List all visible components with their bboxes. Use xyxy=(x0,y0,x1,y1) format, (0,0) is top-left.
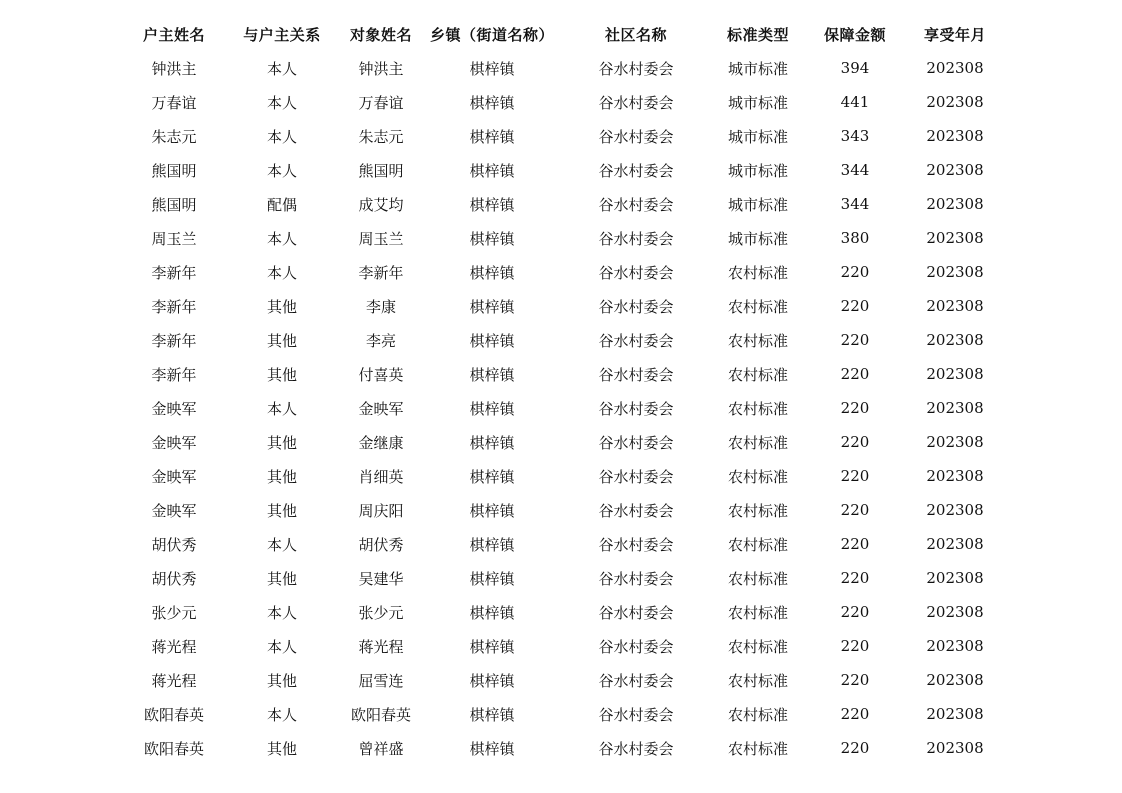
town-cell: 棋梓镇 xyxy=(469,705,515,724)
town-cell: 棋梓镇 xyxy=(469,365,515,384)
town-cell: 棋梓镇 xyxy=(469,637,515,656)
town-cell: 棋梓镇 xyxy=(469,501,515,520)
standard-type-cell: 城市标准 xyxy=(727,229,788,248)
table-row xyxy=(118,119,1000,153)
community-cell: 谷水村委会 xyxy=(598,263,674,282)
household-head-name-cell: 万春谊 xyxy=(151,93,197,112)
standard-type-cell: 城市标准 xyxy=(727,195,788,214)
community-cell: 谷水村委会 xyxy=(598,569,674,588)
header-row xyxy=(118,17,1000,51)
household-head-name-cell: 胡伏秀 xyxy=(151,569,197,588)
town-cell: 棋梓镇 xyxy=(469,93,515,112)
amount-cell: 220 xyxy=(840,263,870,281)
recipient-name-cell: 张少元 xyxy=(358,603,404,622)
table-row xyxy=(118,323,1000,357)
household-head-name-cell: 李新年 xyxy=(151,297,197,316)
standard-type-cell: 城市标准 xyxy=(727,93,788,112)
household-head-name-cell: 蒋光程 xyxy=(151,637,197,656)
period-cell: 202308 xyxy=(926,229,984,247)
recipient-name-cell: 金继康 xyxy=(358,433,404,452)
town-cell: 棋梓镇 xyxy=(469,739,515,758)
recipient-name-cell: 李亮 xyxy=(365,331,396,350)
amount-cell: 220 xyxy=(840,297,870,315)
amount-cell: 220 xyxy=(840,501,870,519)
town-cell: 棋梓镇 xyxy=(469,331,515,350)
town-cell: 棋梓镇 xyxy=(469,467,515,486)
table-row xyxy=(118,663,1000,697)
period-cell: 202308 xyxy=(926,365,984,383)
town-cell: 棋梓镇 xyxy=(469,535,515,554)
standard-type-cell: 城市标准 xyxy=(727,161,788,180)
standard-type-cell: 农村标准 xyxy=(727,399,788,418)
relation-cell: 本人 xyxy=(266,535,297,554)
standard-type-cell: 农村标准 xyxy=(727,637,788,656)
amount-cell: 220 xyxy=(840,569,870,587)
standard-type-cell: 农村标准 xyxy=(727,671,788,690)
community-cell: 谷水村委会 xyxy=(598,535,674,554)
town-cell: 棋梓镇 xyxy=(469,263,515,282)
relation-cell: 本人 xyxy=(266,263,297,282)
recipient-name-cell: 胡伏秀 xyxy=(358,535,404,554)
household-head-name-cell: 熊国明 xyxy=(151,161,197,180)
community-cell: 谷水村委会 xyxy=(598,501,674,520)
period-cell: 202308 xyxy=(926,569,984,587)
household-head-name-cell: 周玉兰 xyxy=(151,229,197,248)
relation-cell: 其他 xyxy=(266,671,297,690)
table-row xyxy=(118,629,1000,663)
table-header xyxy=(118,17,1000,51)
header-standard-type: 标准类型 xyxy=(726,25,789,44)
household-head-name-cell: 金映军 xyxy=(151,433,197,452)
town-cell: 棋梓镇 xyxy=(469,59,515,78)
town-cell: 棋梓镇 xyxy=(469,297,515,316)
household-head-name-cell: 金映军 xyxy=(151,501,197,520)
header-relation-to-head: 与户主关系 xyxy=(243,25,321,44)
relation-cell: 本人 xyxy=(266,127,297,146)
amount-cell: 343 xyxy=(840,127,870,145)
community-cell: 谷水村委会 xyxy=(598,127,674,146)
relation-cell: 本人 xyxy=(266,705,297,724)
amount-cell: 220 xyxy=(840,739,870,757)
table-row xyxy=(118,425,1000,459)
recipient-name-cell: 屈雪连 xyxy=(358,671,404,690)
period-cell: 202308 xyxy=(926,331,984,349)
household-head-name-cell: 胡伏秀 xyxy=(151,535,197,554)
community-cell: 谷水村委会 xyxy=(598,331,674,350)
relation-cell: 其他 xyxy=(266,467,297,486)
table-row xyxy=(118,731,1000,765)
household-head-name-cell: 欧阳春英 xyxy=(143,705,204,724)
period-cell: 202308 xyxy=(926,263,984,281)
community-cell: 谷水村委会 xyxy=(598,433,674,452)
header-town: 乡镇（街道名称） xyxy=(429,25,554,44)
community-cell: 谷水村委会 xyxy=(598,739,674,758)
period-cell: 202308 xyxy=(926,739,984,757)
table-row xyxy=(118,221,1000,255)
period-cell: 202308 xyxy=(926,93,984,111)
amount-cell: 220 xyxy=(840,365,870,383)
recipient-name-cell: 周玉兰 xyxy=(358,229,404,248)
standard-type-cell: 农村标准 xyxy=(727,569,788,588)
community-cell: 谷水村委会 xyxy=(598,59,674,78)
household-head-name-cell: 李新年 xyxy=(151,331,197,350)
community-cell: 谷水村委会 xyxy=(598,161,674,180)
household-head-name-cell: 金映军 xyxy=(151,399,197,418)
town-cell: 棋梓镇 xyxy=(469,433,515,452)
header-period: 享受年月 xyxy=(923,25,986,44)
period-cell: 202308 xyxy=(926,59,984,77)
standard-type-cell: 农村标准 xyxy=(727,365,788,384)
header-household-head-name: 户主姓名 xyxy=(142,25,205,44)
header-community: 社区名称 xyxy=(604,25,667,44)
town-cell: 棋梓镇 xyxy=(469,399,515,418)
amount-cell: 220 xyxy=(840,705,870,723)
amount-cell: 220 xyxy=(840,535,870,553)
amount-cell: 220 xyxy=(840,433,870,451)
town-cell: 棋梓镇 xyxy=(469,603,515,622)
table-row xyxy=(118,493,1000,527)
period-cell: 202308 xyxy=(926,127,984,145)
relation-cell: 其他 xyxy=(266,569,297,588)
amount-cell: 220 xyxy=(840,399,870,417)
community-cell: 谷水村委会 xyxy=(598,671,674,690)
recipient-name-cell: 欧阳春英 xyxy=(350,705,411,724)
relation-cell: 本人 xyxy=(266,93,297,112)
standard-type-cell: 农村标准 xyxy=(727,263,788,282)
period-cell: 202308 xyxy=(926,433,984,451)
recipient-name-cell: 熊国明 xyxy=(358,161,404,180)
period-cell: 202308 xyxy=(926,161,984,179)
recipient-name-cell: 金映军 xyxy=(358,399,404,418)
household-head-name-cell: 李新年 xyxy=(151,365,197,384)
relation-cell: 本人 xyxy=(266,637,297,656)
amount-cell: 220 xyxy=(840,671,870,689)
household-head-name-cell: 张少元 xyxy=(151,603,197,622)
table-row xyxy=(118,595,1000,629)
period-cell: 202308 xyxy=(926,603,984,621)
amount-cell: 220 xyxy=(840,603,870,621)
relation-cell: 其他 xyxy=(266,297,297,316)
amount-cell: 344 xyxy=(840,161,870,179)
table-row xyxy=(118,391,1000,425)
standard-type-cell: 城市标准 xyxy=(727,59,788,78)
standard-type-cell: 农村标准 xyxy=(727,603,788,622)
recipient-name-cell: 成艾均 xyxy=(358,195,404,214)
town-cell: 棋梓镇 xyxy=(469,161,515,180)
standard-type-cell: 农村标准 xyxy=(727,467,788,486)
relation-cell: 其他 xyxy=(266,331,297,350)
household-head-name-cell: 欧阳春英 xyxy=(143,739,204,758)
period-cell: 202308 xyxy=(926,297,984,315)
relation-cell: 其他 xyxy=(266,501,297,520)
community-cell: 谷水村委会 xyxy=(598,467,674,486)
standard-type-cell: 城市标准 xyxy=(727,127,788,146)
relation-cell: 配偶 xyxy=(266,195,297,214)
standard-type-cell: 农村标准 xyxy=(727,331,788,350)
community-cell: 谷水村委会 xyxy=(598,297,674,316)
table-row xyxy=(118,697,1000,731)
recipient-name-cell: 万春谊 xyxy=(358,93,404,112)
recipient-name-cell: 蒋光程 xyxy=(358,637,404,656)
amount-cell: 220 xyxy=(840,331,870,349)
town-cell: 棋梓镇 xyxy=(469,229,515,248)
town-cell: 棋梓镇 xyxy=(469,569,515,588)
community-cell: 谷水村委会 xyxy=(598,365,674,384)
table-row xyxy=(118,357,1000,391)
table-row xyxy=(118,289,1000,323)
household-head-name-cell: 李新年 xyxy=(151,263,197,282)
community-cell: 谷水村委会 xyxy=(598,195,674,214)
period-cell: 202308 xyxy=(926,195,984,213)
recipient-name-cell: 付喜英 xyxy=(358,365,404,384)
amount-cell: 394 xyxy=(840,59,870,77)
relation-cell: 本人 xyxy=(266,603,297,622)
period-cell: 202308 xyxy=(926,671,984,689)
standard-type-cell: 农村标准 xyxy=(727,739,788,758)
relation-cell: 本人 xyxy=(266,229,297,248)
table-row xyxy=(118,51,1000,85)
table-row xyxy=(118,153,1000,187)
relation-cell: 本人 xyxy=(266,161,297,180)
table-row xyxy=(118,561,1000,595)
standard-type-cell: 农村标准 xyxy=(727,501,788,520)
period-cell: 202308 xyxy=(926,535,984,553)
table-row xyxy=(118,255,1000,289)
period-cell: 202308 xyxy=(926,501,984,519)
table-row xyxy=(118,527,1000,561)
standard-type-cell: 农村标准 xyxy=(727,535,788,554)
amount-cell: 380 xyxy=(840,229,870,247)
recipient-name-cell: 李新年 xyxy=(358,263,404,282)
recipient-name-cell: 吴建华 xyxy=(358,569,404,588)
relation-cell: 其他 xyxy=(266,433,297,452)
household-head-name-cell: 蒋光程 xyxy=(151,671,197,690)
relation-cell: 其他 xyxy=(266,365,297,384)
relation-cell: 本人 xyxy=(266,59,297,78)
period-cell: 202308 xyxy=(926,399,984,417)
amount-cell: 220 xyxy=(840,467,870,485)
community-cell: 谷水村委会 xyxy=(598,399,674,418)
household-head-name-cell: 朱志元 xyxy=(151,127,197,146)
relation-cell: 本人 xyxy=(266,399,297,418)
community-cell: 谷水村委会 xyxy=(598,637,674,656)
recipient-name-cell: 钟洪主 xyxy=(358,59,404,78)
household-head-name-cell: 金映军 xyxy=(151,467,197,486)
header-amount: 保障金额 xyxy=(823,25,886,44)
community-cell: 谷水村委会 xyxy=(598,603,674,622)
table-row xyxy=(118,85,1000,119)
amount-cell: 441 xyxy=(840,93,870,111)
table-body xyxy=(118,51,1000,765)
assistance-roster-table xyxy=(118,17,1000,765)
town-cell: 棋梓镇 xyxy=(469,671,515,690)
relation-cell: 其他 xyxy=(266,739,297,758)
header-recipient-name: 对象姓名 xyxy=(349,25,412,44)
amount-cell: 344 xyxy=(840,195,870,213)
household-head-name-cell: 钟洪主 xyxy=(151,59,197,78)
period-cell: 202308 xyxy=(926,637,984,655)
recipient-name-cell: 曾祥盛 xyxy=(358,739,404,758)
recipient-name-cell: 周庆阳 xyxy=(358,501,404,520)
recipient-name-cell: 朱志元 xyxy=(358,127,404,146)
table-row xyxy=(118,187,1000,221)
recipient-name-cell: 肖细英 xyxy=(358,467,404,486)
amount-cell: 220 xyxy=(840,637,870,655)
community-cell: 谷水村委会 xyxy=(598,93,674,112)
standard-type-cell: 农村标准 xyxy=(727,433,788,452)
recipient-name-cell: 李康 xyxy=(365,297,396,316)
standard-type-cell: 农村标准 xyxy=(727,297,788,316)
period-cell: 202308 xyxy=(926,467,984,485)
community-cell: 谷水村委会 xyxy=(598,229,674,248)
standard-type-cell: 农村标准 xyxy=(727,705,788,724)
household-head-name-cell: 熊国明 xyxy=(151,195,197,214)
period-cell: 202308 xyxy=(926,705,984,723)
community-cell: 谷水村委会 xyxy=(598,705,674,724)
table-row xyxy=(118,459,1000,493)
town-cell: 棋梓镇 xyxy=(469,127,515,146)
town-cell: 棋梓镇 xyxy=(469,195,515,214)
